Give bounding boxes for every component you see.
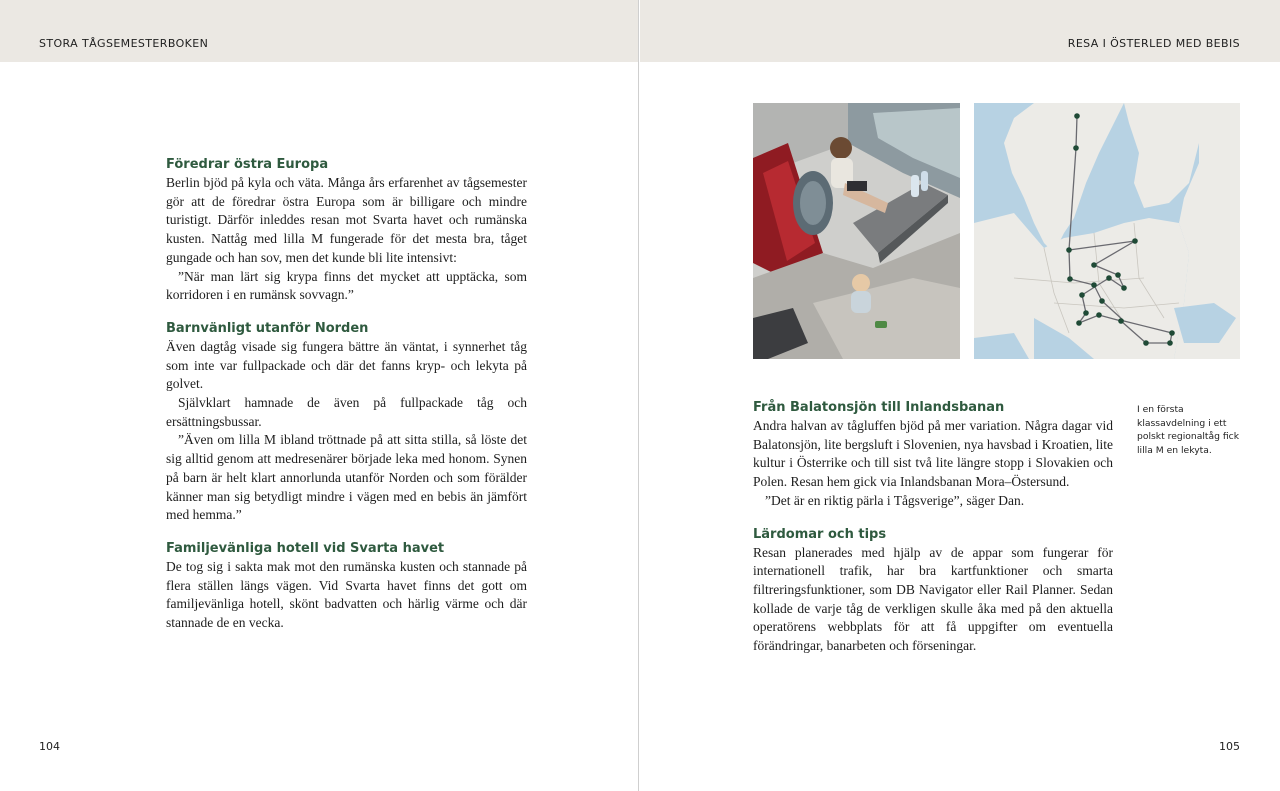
section-heading: Familjevänliga hotell vid Svarta havet bbox=[166, 540, 445, 556]
running-header-band bbox=[0, 0, 638, 62]
body-paragraph: Andra halvan av tågluffen bjöd på mer variation. Några dagar vid Balatonsjön, lite bergsluft i Slovenien, nya havsbad i Kroatien, lite kultur i Österrike och till sist två lite längre stopp i Slovakien och Polen. Resan hem gick via Inlandsbanan Mora–Östersund. bbox=[753, 418, 1113, 490]
body-paragraph: Även dagtåg visade sig fungera bättre än väntat, i synnerhet tåg som inte var fullpackade och där det fanns kryp- och lekyta på golvet. bbox=[166, 338, 527, 392]
photo-caption: I en första klassavdelning i ett polskt regionaltåg fick lilla M en lekyta. bbox=[1137, 404, 1240, 456]
page-number: 105 bbox=[1219, 740, 1240, 753]
page-number: 104 bbox=[39, 740, 60, 753]
quote-paragraph: ”När man lärt sig krypa finns det mycket att upptäcka, som korridoren i en rumänsk sovvagn.” bbox=[166, 268, 527, 303]
section-heading: Lärdomar och tips bbox=[753, 526, 887, 542]
left-page bbox=[0, 0, 639, 791]
body-paragraph: Självklart hamnade de även på fullpackade tåg och ersättningsbussar. bbox=[166, 395, 527, 429]
quote-paragraph: ”Det är en riktig pärla i Tågsverige”, säger Dan. bbox=[765, 492, 1025, 508]
right-page bbox=[640, 0, 1280, 791]
quote-paragraph: ”Även om lilla M ibland tröttnade på att sitta stilla, så löste det sig alltid genom att medresenärer började leka med honom. Synen på barn är helt klart annorlunda utanför Norden och som förälder känner man sig betydligt mindre i vägen med en bebis än jämfört med hemma.” bbox=[166, 432, 527, 523]
running-header-title: STORA TÅGSEMESTERBOKEN bbox=[39, 37, 209, 50]
body-paragraph: Resan planerades med hjälp av de appar som fungerar för internationell trafik, har bra kartfunktioner och smarta filtreringsfunktioner, som DB Navigator eller Rail Planner. Sedan kollade de varje tåg de verkligen skulle åka med på den aktuella operatörens webbplats för att få uppgifter om eventuella förändringar, banarbeten och förseningar. bbox=[753, 544, 1113, 654]
running-header-title: RESA I ÖSTERLED MED BEBIS bbox=[1067, 37, 1240, 50]
train-compartment-photo bbox=[753, 103, 960, 359]
body-paragraph: De tog sig i sakta mak mot den rumänska kusten och stannade på flera ställen längs vägen. Vid Svarta havet finns det gott om familjevänliga hotell, skönt badvatten och härlig värme och där stannade de en vecka. bbox=[166, 558, 527, 631]
left-text-column bbox=[166, 156, 527, 633]
right-text-column bbox=[753, 399, 1113, 656]
section-heading: Barnvänligt utanför Norden bbox=[166, 320, 369, 336]
section-heading: Från Balatonsjön till Inlandsbanan bbox=[753, 400, 1005, 415]
route-map bbox=[974, 103, 1240, 359]
body-paragraph: Berlin bjöd på kyla och väta. Många års erfarenhet av tågsemester gör att de föredrar östra Europa som är billigare och mindre turistigt. Därför inleddes resan mot Svarta havet och rumänska kusten. Nattåg med lilla M fungerade för det mesta bra, tåget gungade och han sov, men det kunde bli lite intensivt: bbox=[166, 175, 527, 265]
section-heading: Föredrar östra Europa bbox=[166, 157, 329, 172]
running-header-band bbox=[640, 0, 1280, 62]
